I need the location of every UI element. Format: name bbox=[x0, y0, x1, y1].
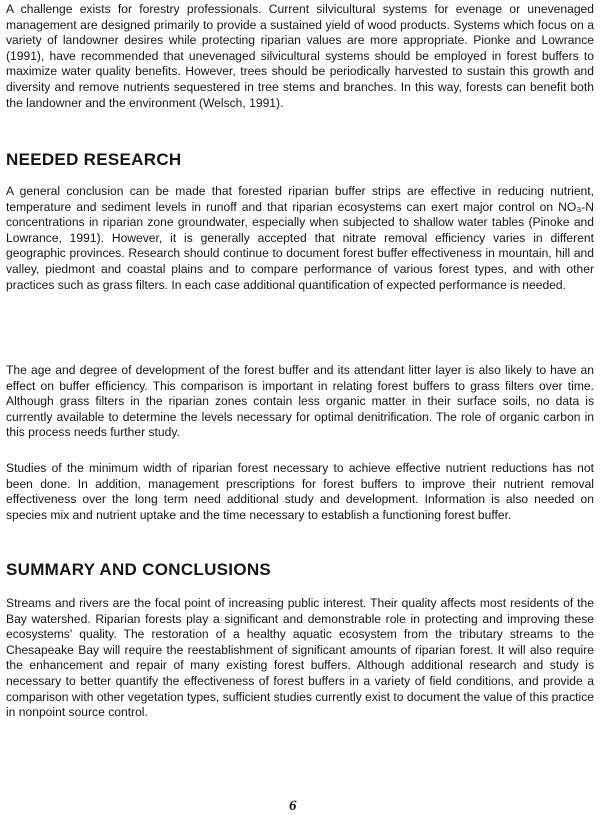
needed-research-paragraph-1: A general conclusion can be made that forested riparian buffer strips are effective in reducing nutrient, temperature and sediment levels in runoff and that riparian ecosystems can exert major control on NO₃-N concentrations in riparian zone groundwater, especially when subjected to shallow water tables (Pinoke and Lowrance, 1991). However, it is generally accepted that nitrate removal efficiency varies in different geographic provinces. Research should continue to document forest buffer effectiveness in mountain, hill and valley, piedmont and coastal plains and to compare performance of various forest types, and with other practices such as grass filters. In each case additional quantification of expected performance is needed. bbox=[6, 184, 594, 292]
needed-research-heading: NEEDED RESEARCH bbox=[6, 150, 182, 169]
document-page bbox=[6, 0, 594, 821]
needed-research-paragraph-2: The age and degree of development of the forest buffer and its attendant litter layer is also likely to have an effect on buffer efficiency. This comparison is important in relating forest buffers to grass filters over time. Although grass filters in the riparian zones contain less organic matter in their surface soils, no data is currently available to determine the levels necessary for optimal denitrification. The role of organic carbon in this process needs further study. bbox=[6, 363, 594, 440]
page-number: 6 bbox=[289, 798, 297, 814]
summary-heading: SUMMARY AND CONCLUSIONS bbox=[6, 560, 272, 579]
intro-paragraph: A challenge exists for forestry professionals. Current silvicultural systems for evenage or unevenaged management are designed primarily to provide a sustained yield of wood products. Systems which focus on a variety of landowner desires while protecting riparian values are more appropriate. Pionke and Lowrance (1991), have recommended that unevenaged silvicultural systems should be employed in forest buffers to maximize water quality benefits. However, trees should be periodically harvested to sustain this growth and diversity and remove nutrients sequestered in tree stems and branches. In this way, forests can benefit both the landowner and the environment (Welsch, 1991). bbox=[6, 2, 594, 110]
summary-paragraph: Streams and rivers are the focal point of increasing public interest. Their quality affects most residents of the Bay watershed. Riparian forests play a significant and demonstrable role in protecting and improving these ecosystems' quality. The restoration of a healthy aquatic ecosystem from the tributary streams to the Chesapeake Bay will require the reestablishment of significant amounts of riparian forest. It will also require the enhancement and repair of many existing forest buffers. Although additional research and study is necessary to better quantify the effectiveness of forest buffers in a variety of field conditions, and provide a comparison with other vegetation types, sufficient studies currently exist to document the value of this practice in nonpoint source control. bbox=[6, 596, 594, 720]
needed-research-paragraph-3: Studies of the minimum width of riparian forest necessary to achieve effective nutrient reductions has not been done. In addition, management prescriptions for forest buffers to improve their nutrient removal effectiveness over the long term need additional study and development. Information is also needed on species mix and nutrient uptake and the time necessary to establish a functioning forest buffer. bbox=[6, 461, 594, 522]
